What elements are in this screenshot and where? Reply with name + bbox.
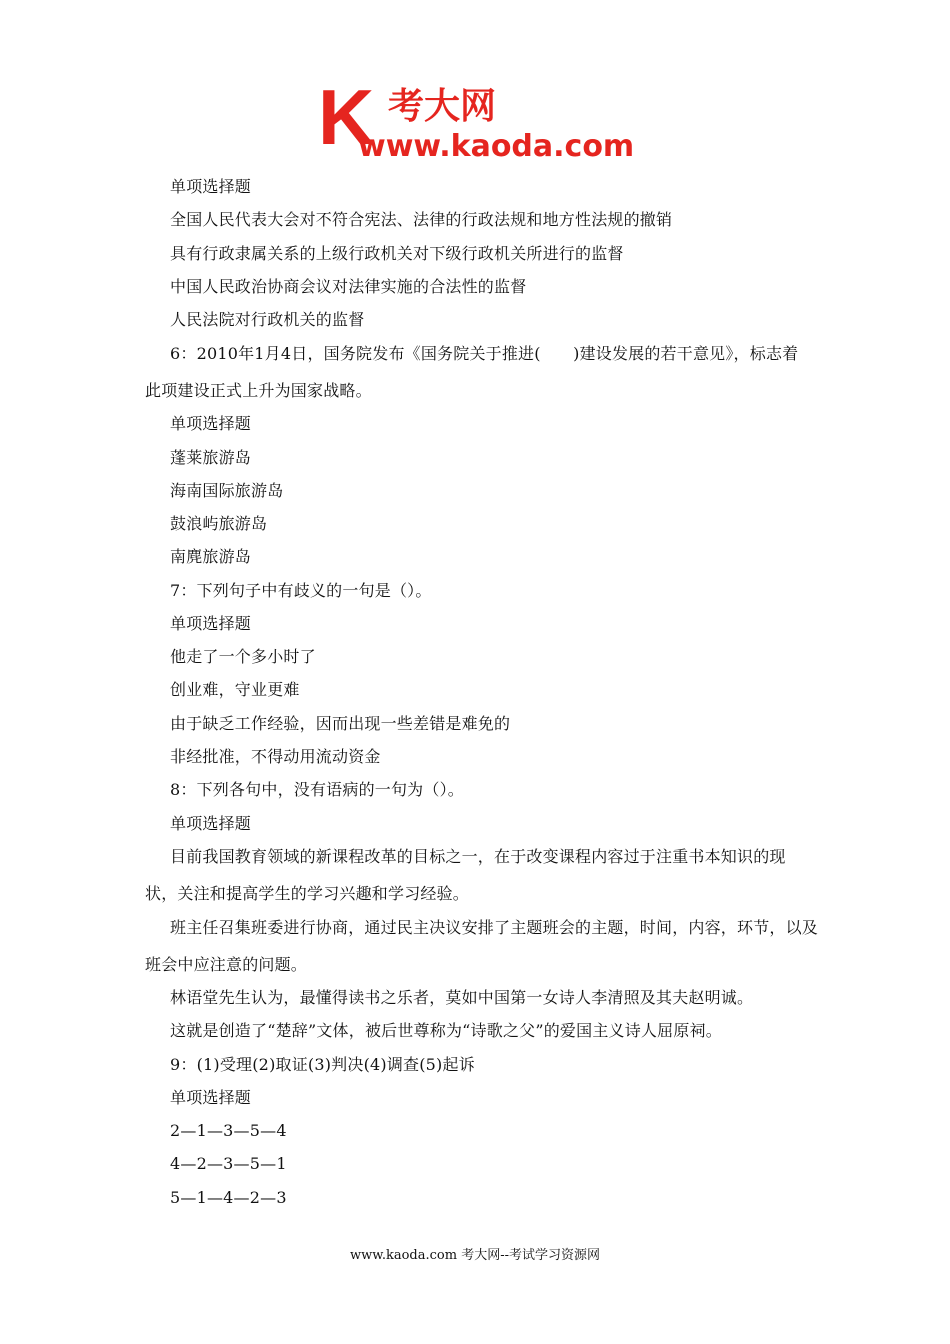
q7-option-1: 他走了一个多小时了 — [170, 647, 316, 666]
q9-option-3: 5—1—4—2—3 — [170, 1188, 287, 1207]
q5-option-1: 全国人民代表大会对不符合宪法、法律的行政法规和地方性法规的撤销 — [170, 210, 673, 229]
kaoda-logo-graphic — [318, 82, 638, 162]
logo-url: www.kaoda.com — [358, 129, 635, 162]
q8-option-4: 这就是创造了“楚辞”文体，被后世尊称为“诗歌之父”的爱国主义诗人屈原祠。 — [170, 1021, 722, 1040]
q7-option-3: 由于缺乏工作经验，因而出现一些差错是难免的 — [170, 714, 511, 733]
q9-stem: 9：(1)受理(2)取证(3)判决(4)调查(5)起诉 — [170, 1055, 475, 1074]
q6-type: 单项选择题 — [170, 414, 252, 433]
q5-type: 单项选择题 — [170, 177, 252, 196]
q8-option-1-line2: 状，关注和提高学生的学习兴趣和学习经验。 — [145, 884, 470, 903]
q8-option-2-line2: 班会中应注意的问题。 — [145, 955, 308, 974]
q6-stem-line1: 6：2010年1月4日，国务院发布《国务院关于推进( )建设发展的若干意见》，标志着 — [170, 344, 799, 363]
q8-type: 单项选择题 — [170, 814, 252, 833]
q8-stem: 8：下列各句中，没有语病的一句为（）。 — [170, 780, 464, 799]
logo-k-letter: K — [318, 82, 375, 161]
q5-option-3: 中国人民政治协商会议对法律实施的合法性的监督 — [170, 277, 527, 296]
q5-option-2: 具有行政隶属关系的上级行政机关对下级行政机关所进行的监督 — [170, 244, 624, 263]
logo-brand-name: 考大网 — [388, 86, 497, 127]
q8-option-1-line1: 目前我国教育领域的新课程改革的目标之一，在于改变课程内容过于注重书本知识的现 — [170, 847, 786, 866]
q6-option-3: 鼓浪屿旅游岛 — [170, 514, 268, 533]
q7-stem: 7：下列句子中有歧义的一句是（）。 — [170, 581, 432, 600]
q6-option-4: 南麂旅游岛 — [170, 547, 252, 566]
q6-option-1: 蓬莱旅游岛 — [170, 448, 252, 467]
q7-option-2: 创业难，守业更难 — [170, 680, 300, 699]
q6-option-2: 海南国际旅游岛 — [170, 481, 284, 500]
q8-option-2-line1: 班主任召集班委进行协商，通过民主决议安排了主题班会的主题，时间，内容，环节，以及 — [170, 918, 819, 937]
q9-option-2: 4—2—3—5—1 — [170, 1154, 287, 1173]
q8-option-3: 林语堂先生认为，最懂得读书之乐者，莫如中国第一女诗人李清照及其夫赵明诚。 — [170, 988, 754, 1007]
q9-type: 单项选择题 — [170, 1088, 252, 1107]
q9-option-1: 2—1—3—5—4 — [170, 1121, 287, 1140]
q6-stem-line2: 此项建设正式上升为国家战略。 — [145, 381, 372, 400]
q7-option-4: 非经批准，不得动用流动资金 — [170, 747, 381, 766]
q7-type: 单项选择题 — [170, 614, 252, 633]
q5-option-4: 人民法院对行政机关的监督 — [170, 310, 365, 329]
page-footer: www.kaoda.com 考大网--考试学习资源网 — [350, 1248, 600, 1263]
kaoda-logo — [318, 82, 638, 162]
